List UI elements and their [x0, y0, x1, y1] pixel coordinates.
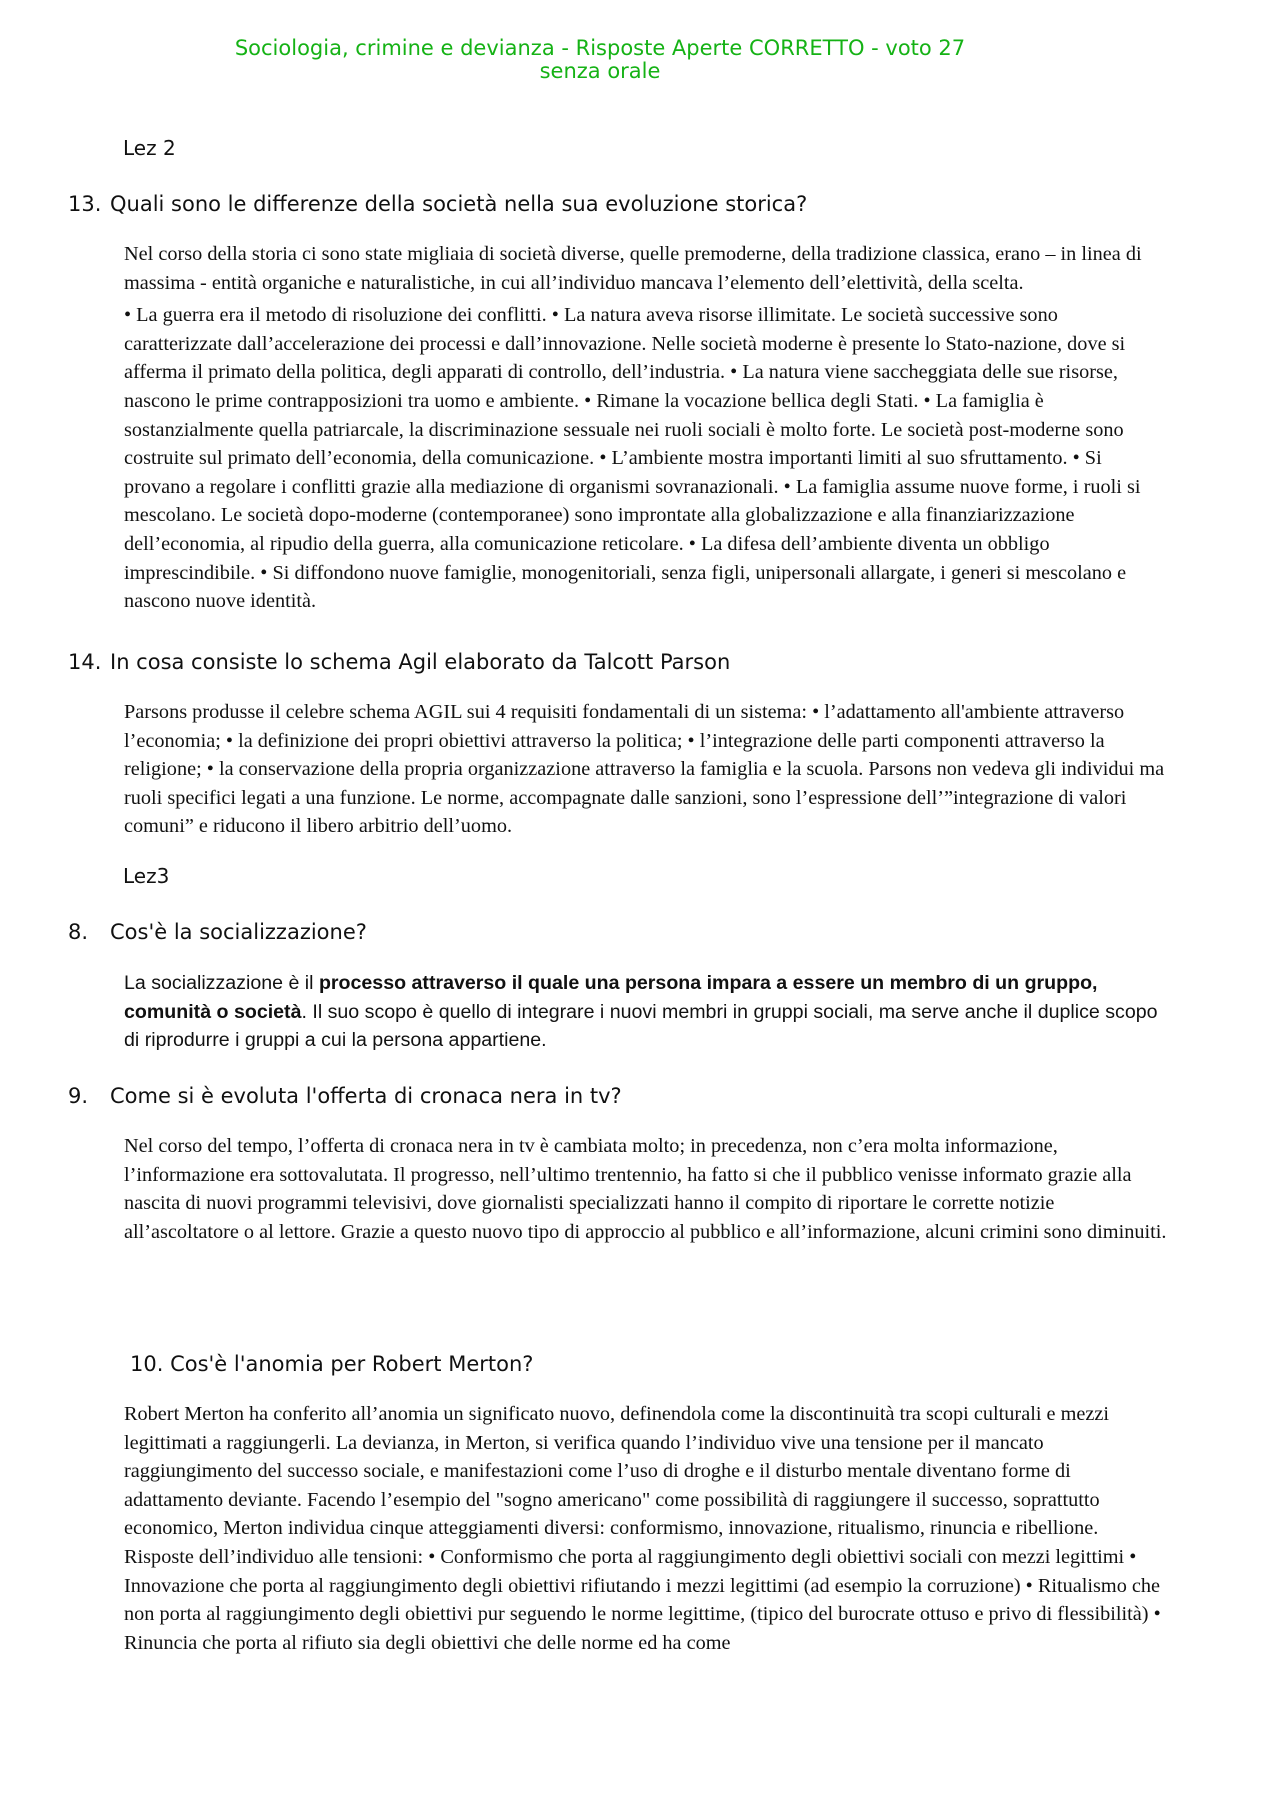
- answer-text: La socializzazione è il: [124, 972, 319, 994]
- question-9-heading: [68, 1084, 1168, 1108]
- question-8-answer: [124, 969, 1170, 1055]
- question-number: 14.: [68, 650, 102, 674]
- header-title-line2: senza orale: [539, 59, 661, 83]
- answer-paragraph: Nel corso della storia ci sono state migliaia di società diverse, quelle premoderne, della tradizione classica, erano – in linea di massima - entità organiche e naturalistiche, in cui all’individuo mancava l’elemento dell’elettività, della scelta.: [124, 243, 1142, 294]
- question-title: Cos'è la socializzazione?: [110, 920, 367, 944]
- section-heading-lez3: Lez3: [123, 864, 170, 888]
- answer-paragraph: Robert Merton ha conferito all’anomia un significato nuovo, definendola come la discontinuità tra scopi culturali e mezzi legittimati a raggiungerli. La devianza, in Merton, si verifica quando l’individuo vive una tensione per il mancato raggiungimento del successo sociale, e manifestazioni come l’uso di droghe e il disturbo mentale diventano forme di adattamento deviante. Facendo l’esempio del "sogno americano" come possibilità di raggiungere il successo, soprattutto economico, Merton individua cinque atteggiamenti diversi: conformismo, innovazione, ritualismo, rinuncia e ribellione. Risposte dell’individuo alle tensioni: • Conformismo che porta al raggiungimento degli obiettivi sociali con mezzi legittimi • Innovazione che porta al raggiungimento degli obiettivi rifiutando i mezzi legittimi (ad esempio la corruzione) • Ritualismo che non porta al raggiungimento degli obiettivi pur seguendo le norme legittime, (tipico del burocrate ottuso e privo di flessibilità) • Rinuncia che porta al rifiuto sia degli obiettivi che delle norme ed ha come: [124, 1403, 1161, 1654]
- question-title: 10. Cos'è l'anomia per Robert Merton?: [130, 1352, 534, 1376]
- answer-text: . Il suo scopo è quello di integrare i nuovi membri in gruppi sociali, ma serve anche il duplice scopo di riprodurre i gruppi a cui la persona appartiene.: [124, 1000, 1158, 1051]
- answer-bold-text: processo attraverso il quale una persona impara a essere un membro di un gruppo, comunità o società: [124, 972, 1098, 1023]
- question-13-answer: [124, 240, 1170, 616]
- answer-paragraph: Parsons produsse il celebre schema AGIL sui 4 requisiti fondamentali di un sistema: • l’adattamento all'ambiente attraverso l’economia; • la definizione dei propri obiettivi attraverso la politica; • l’integrazione delle parti componenti attraverso la religione; • la conservazione della propria organizzazione attraverso la famiglia e la scuola. Parsons non vedeva gli individui ma ruoli specifici legati a una funzione. Le norme, accompagnate dalle sanzioni, sono l’espressione dell’”integrazione di valori comuni” e riducono il libero arbitrio dell’uomo.: [124, 701, 1165, 838]
- question-8-heading: [68, 920, 1168, 944]
- question-number: 13.: [68, 192, 102, 216]
- question-10-answer: [124, 1400, 1170, 1657]
- question-title: In cosa consiste lo schema Agil elaborato da Talcott Parson: [110, 650, 731, 674]
- question-title: Quali sono le differenze della società nella sua evoluzione storica?: [110, 192, 808, 216]
- question-number: 9.: [68, 1084, 89, 1108]
- page-header: [0, 37, 1200, 83]
- question-number: 8.: [68, 920, 89, 944]
- question-title: Come si è evoluta l'offerta di cronaca nera in tv?: [110, 1084, 622, 1108]
- question-10-heading: [130, 1352, 1230, 1376]
- section-heading-lez2: Lez 2: [123, 136, 176, 160]
- question-14-heading: [68, 650, 1168, 674]
- question-9-answer: [124, 1132, 1170, 1246]
- question-14-answer: [124, 698, 1170, 841]
- answer-paragraph: • La guerra era il metodo di risoluzione dei conflitti. • La natura aveva risorse illimitate. Le società successive sono caratterizzate dall’accelerazione dei processi e dall’innovazione. Nelle società moderne è presente lo Stato-nazione, dove si afferma il primato della politica, degli apparati di controllo, dell’industria. • La natura viene saccheggiata delle sue risorse, nascono le prime contrapposizioni tra uomo e ambiente. • Rimane la vocazione bellica degli Stati. • La famiglia è sostanzialmente quella patriarcale, la discriminazione sessuale nei ruoli sociali è molto forte. Le società post-moderne sono costruite sul primato dell’economia, della comunicazione. • L’ambiente mostra importanti limiti al suo sfruttamento. • Si provano a regolare i conflitti grazie alla mediazione di organismi sovranazionali. • La famiglia assume nuove forme, i ruoli si mescolano. Le società dopo-moderne (contemporanee) sono improntate alla globalizzazione e alla finanziarizzazione dell’economia, al ripudio della guerra, alla comunicazione reticolare. • La difesa dell’ambiente diventa un obbligo imprescindibile. • Si diffondono nuove famiglie, monogenitoriali, senza figli, unipersonali allargate, i generi si mescolano e nascono nuove identità.: [124, 304, 1141, 613]
- answer-paragraph: Nel corso del tempo, l’offerta di cronaca nera in tv è cambiata molto; in precedenza, non c’era molta informazione, l’informazione era sottovalutata. Il progresso, nell’ultimo trentennio, ha fatto si che il pubblico venisse informato grazie alla nascita di nuovi programmi televisivi, dove giornalisti specializzati hanno il compito di riportare le corrette notizie all’ascoltatore o al lettore. Grazie a questo nuovo tipo di approccio al pubblico e all’informazione, alcuni crimini sono diminuiti.: [124, 1135, 1167, 1243]
- question-13-heading: [68, 192, 1168, 216]
- answer-paragraph: [124, 969, 1170, 1055]
- header-title-line1: Sociologia, crimine e devianza - Risposte Aperte CORRETTO - voto 27: [234, 36, 966, 60]
